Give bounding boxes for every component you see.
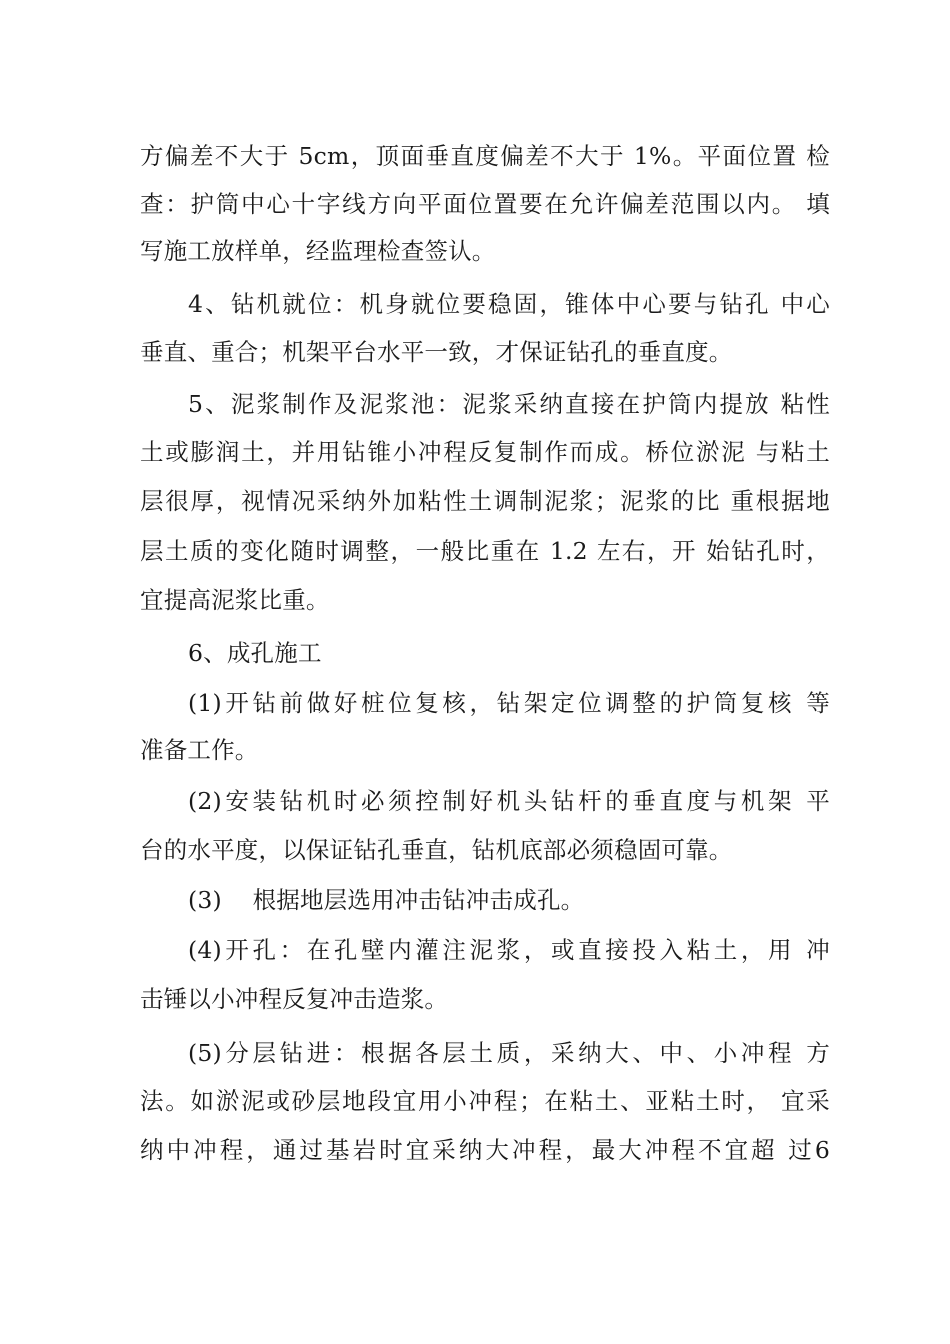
text-line: 宜提高泥浆比重。 xyxy=(140,586,330,614)
text-line: (2)安装钻机时必须控制好机头钻杆的垂直度与机架 平 xyxy=(188,787,830,815)
text-line: 6、成孔施工 xyxy=(188,639,322,667)
text-line: 4、钻机就位：机身就位要稳固，锥体中心要与钻孔 中心 xyxy=(188,290,830,318)
text-line: 写施工放样单，经监理检查签认。 xyxy=(140,237,496,265)
text-line: 击锤以小冲程反复冲击造浆。 xyxy=(140,985,449,1013)
text-line: (3) 根据地层选用冲击钻冲击成孔。 xyxy=(188,886,585,914)
text-line: 方偏差不大于 5cm，顶面垂直度偏差不大于 1%。平面位置 检 xyxy=(140,142,830,170)
text-line: 法。如淤泥或砂层地段宜用小冲程；在粘土、亚粘土时， 宜采 xyxy=(140,1087,830,1115)
text-line: 5、泥浆制作及泥浆池：泥浆采纳直接在护筒内提放 粘性 xyxy=(188,390,830,418)
text-line: 查：护筒中心十字线方向平面位置要在允许偏差范围以内。 填 xyxy=(140,190,830,218)
text-line: 层很厚，视情况采纳外加粘性土调制泥浆；泥浆的比 重根据地 xyxy=(140,487,830,515)
text-line: 台的水平度，以保证钻孔垂直，钻机底部必须稳固可靠。 xyxy=(140,836,733,864)
text-line: (1)开钻前做好桩位复核，钻架定位调整的护筒复核 等 xyxy=(188,689,830,717)
text-line: 层土质的变化随时调整，一般比重在 1.2 左右，开 始钻孔时， xyxy=(140,537,830,565)
text-line: 土或膨润土，并用钻锥小冲程反复制作而成。桥位淤泥 与粘土 xyxy=(140,438,830,466)
text-line: 垂直、重合；机架平台水平一致，才保证钻孔的垂直度。 xyxy=(140,338,733,366)
text-line: 纳中冲程，通过基岩时宜采纳大冲程，最大冲程不宜超 过6 xyxy=(140,1136,830,1164)
text-line: (5)分层钻进：根据各层土质，采纳大、中、小冲程 方 xyxy=(188,1039,830,1067)
text-line: 准备工作。 xyxy=(140,736,259,764)
text-line: (4)开孔：在孔壁内灌注泥浆，或直接投入粘土，用 冲 xyxy=(188,936,830,964)
